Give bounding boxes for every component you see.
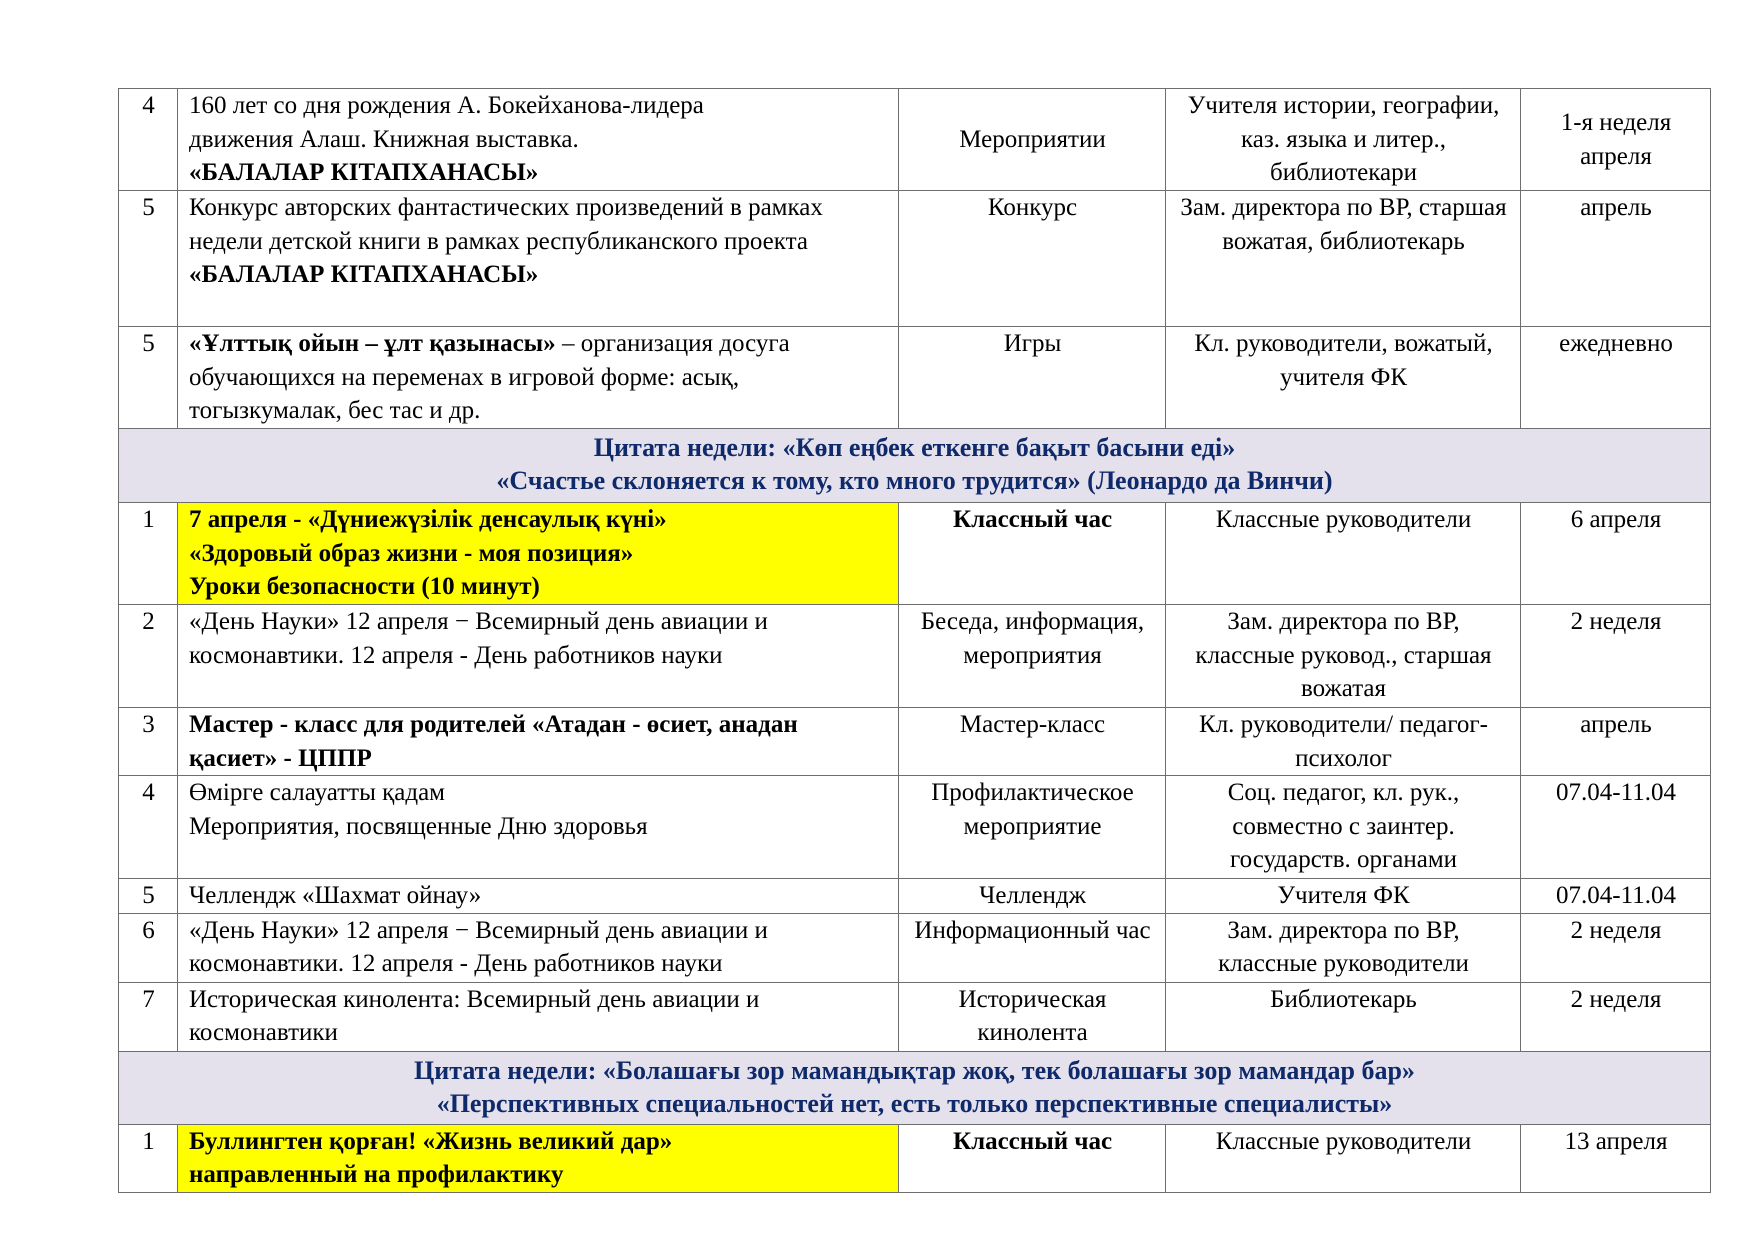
description-part: Конкурс авторских фантастических произведений в рамках недели детской книги в рамках республиканского проекта — [189, 194, 823, 255]
event-date: 2 неделя — [1521, 913, 1711, 982]
table-row — [119, 776, 1711, 879]
description-part: «Ұлттық ойын – ұлт қазынасы» — [189, 330, 556, 357]
event-date: 13 апреля — [1521, 1124, 1711, 1192]
table-row — [119, 503, 1711, 605]
event-description — [178, 191, 899, 327]
event-date: 07.04-11.04 — [1521, 776, 1711, 879]
quote-kazakh: Цитата недели: «Көп еңбек еткенге бақыт басыни еді» — [593, 433, 1236, 462]
event-description — [178, 605, 899, 708]
table-row — [119, 89, 1711, 191]
responsible-persons: Учителя истории, географии, каз. языка и литер., библиотекари — [1166, 89, 1521, 191]
description-part: Челлендж «Шахмат ойнау» — [189, 882, 482, 909]
event-description — [178, 327, 899, 429]
row-number: 7 — [119, 982, 178, 1051]
description-part: Мастер - класс для родителей «Атадан - өсиет, анадан қасиет» - ЦППР — [189, 711, 798, 772]
event-form: Классный час — [899, 503, 1166, 605]
event-date: 2 неделя — [1521, 982, 1711, 1051]
event-description — [178, 503, 899, 605]
responsible-persons: Классные руководители — [1166, 503, 1521, 605]
row-number: 3 — [119, 708, 178, 776]
table-row — [119, 913, 1711, 982]
event-form: Мероприятии — [899, 89, 1166, 191]
table-row — [119, 1124, 1711, 1192]
event-form: Историческая кинолента — [899, 982, 1166, 1051]
description-part: «День Науки» 12 апреля − Всемирный день авиации и космонавтики. 12 апреля - День работников науки — [189, 608, 768, 669]
event-description — [178, 982, 899, 1051]
row-number: 1 — [119, 1124, 178, 1192]
row-number: 4 — [119, 776, 178, 879]
quote-russian: «Счастье склоняется к тому, кто много трудится» (Леонардо да Винчи) — [496, 466, 1333, 495]
event-plan-body — [119, 89, 1711, 1193]
row-number: 4 — [119, 89, 178, 191]
event-description — [178, 879, 899, 914]
event-date: апрель — [1521, 191, 1711, 327]
row-number: 2 — [119, 605, 178, 708]
event-form: Конкурс — [899, 191, 1166, 327]
description-line: Мероприятия, посвященные Дню здоровья — [189, 812, 648, 840]
description-part: «День Науки» 12 апреля − Всемирный день авиации и космонавтики. 12 апреля - День работников науки — [189, 916, 768, 977]
description-line: «БАЛАЛАР КІТАПХАНАСЫ» — [189, 159, 539, 186]
event-date: 07.04-11.04 — [1521, 879, 1711, 914]
event-description — [178, 1124, 899, 1192]
event-date: ежедневно — [1521, 327, 1711, 429]
responsible-persons: Библиотекарь — [1166, 982, 1521, 1051]
description-line: движения Алаш. Книжная выставка. — [189, 125, 579, 153]
event-description — [178, 89, 899, 191]
responsible-persons: Соц. педагог, кл. рук., совместно с заинтер. государств. органами — [1166, 776, 1521, 879]
responsible-persons: Кл. руководители, вожатый, учителя ФК — [1166, 327, 1521, 429]
event-plan-table — [118, 88, 1711, 1193]
table-row — [119, 982, 1711, 1051]
event-form: Игры — [899, 327, 1166, 429]
responsible-persons: Кл. руководители/ педагог-психолог — [1166, 708, 1521, 776]
event-date: 1-я неделя апреля — [1521, 89, 1711, 191]
row-number: 6 — [119, 913, 178, 982]
event-description — [178, 708, 899, 776]
weekly-quote — [119, 429, 1711, 503]
table-row — [119, 879, 1711, 914]
event-description — [178, 913, 899, 982]
description-line: Уроки безопасности (10 минут) — [189, 573, 540, 600]
row-number: 5 — [119, 327, 178, 429]
event-form: Беседа, информация, мероприятия — [899, 605, 1166, 708]
responsible-persons: Зам. директора по ВР, классные руководители — [1166, 913, 1521, 982]
description-part: – организация досуга обучающихся на переменах в игровой форме: асық, тогызкумалак, бес тас и др. — [189, 330, 790, 424]
description-line: направленный на профилактику — [189, 1161, 564, 1188]
table-row — [119, 191, 1711, 327]
event-date: 2 неделя — [1521, 605, 1711, 708]
event-description — [178, 776, 899, 879]
weekly-quote-row — [119, 429, 1711, 503]
event-date: 6 апреля — [1521, 503, 1711, 605]
table-row — [119, 708, 1711, 776]
responsible-persons: Зам. директора по ВР, старшая вожатая, библиотекарь — [1166, 191, 1521, 327]
quote-russian: «Перспективных специальностей нет, есть только перспективные специалисты» — [436, 1088, 1393, 1118]
event-form: Челлендж — [899, 879, 1166, 914]
description-line: «Здоровый образ жизни - моя позиция» — [189, 539, 634, 567]
event-form: Информационный час — [899, 913, 1166, 982]
event-form: Профилактическое мероприятие — [899, 776, 1166, 879]
description-line: Өмірге салауатты қадам — [189, 779, 446, 806]
description-part: «БАЛАЛАР КІТАПХАНАСЫ» — [189, 261, 539, 288]
quote-kazakh: Цитата недели: «Болашағы зор мамандықтар жоқ, тек болашағы зор мамандар бар» — [414, 1055, 1415, 1085]
event-date: апрель — [1521, 708, 1711, 776]
description-line: 160 лет со дня рождения А. Бокейханова-лидера — [189, 92, 704, 119]
responsible-persons: Зам. директора по ВР, классные руковод., старшая вожатая — [1166, 605, 1521, 708]
description-part: Историческая кинолента: Всемирный день авиации и космонавтики — [189, 985, 760, 1046]
table-row — [119, 327, 1711, 429]
weekly-quote — [119, 1051, 1711, 1124]
weekly-quote-row — [119, 1051, 1711, 1124]
row-number: 5 — [119, 191, 178, 327]
table-row — [119, 605, 1711, 708]
event-form: Классный час — [899, 1124, 1166, 1192]
responsible-persons: Классные руководители — [1166, 1124, 1521, 1192]
description-line: 7 апреля - «Дүниежүзілік денсаулық күні» — [189, 506, 667, 533]
row-number: 5 — [119, 879, 178, 914]
event-form: Мастер-класс — [899, 708, 1166, 776]
row-number: 1 — [119, 503, 178, 605]
responsible-persons: Учителя ФК — [1166, 879, 1521, 914]
description-line: Буллингтен қорған! «Жизнь великий дар» — [189, 1127, 673, 1155]
